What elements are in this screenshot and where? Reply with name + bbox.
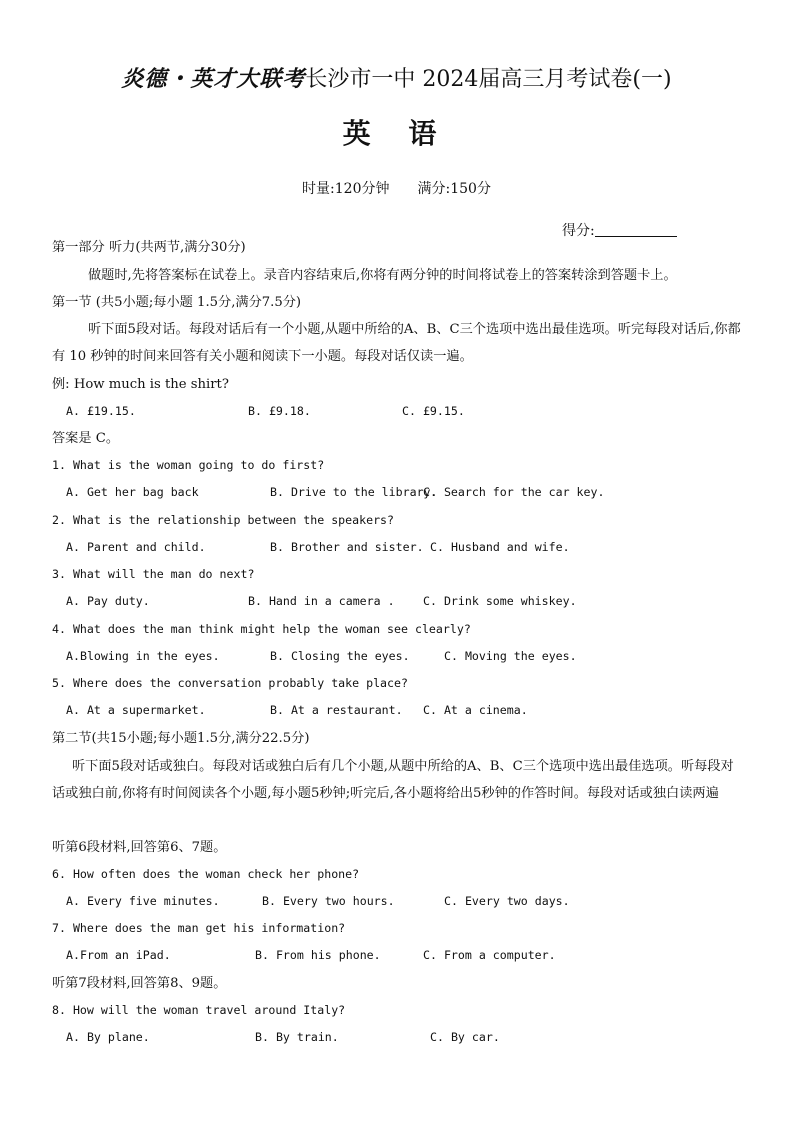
option-a: A. Every five minutes.: [66, 894, 220, 908]
question-2: 2. What is the relationship between the speakers?: [52, 513, 395, 527]
option-a: A.Blowing in the eyes.: [66, 649, 220, 663]
score-blank[interactable]: [595, 222, 677, 237]
subject-title: 英 语: [342, 117, 451, 150]
option-c: C. By car.: [430, 1030, 500, 1044]
option-b: B. Closing the eyes.: [270, 649, 410, 663]
full-score: 满分:150分: [417, 181, 491, 197]
question-5: 5. Where does the conversation probably take place?: [52, 676, 408, 690]
title-prefix: 炎德・英才大联考: [121, 66, 306, 92]
section1-heading: 第一节 (共5小题;每小题 1.5分,满分7.5分): [52, 295, 302, 310]
option-a: A. Parent and child.: [66, 540, 206, 554]
question-3: 3. What will the man do next?: [52, 567, 255, 581]
score-label: 得分:: [562, 223, 595, 239]
option-b: B. By train.: [255, 1030, 339, 1044]
time-limit: 时量:120分钟: [302, 181, 390, 197]
example-answer: 答案是 C。: [52, 431, 120, 446]
section2-instruction: 听下面5段对话或独白。每段对话或独白后有几个小题,从题中所给的A、B、C三个选项中选出最佳选项。听每段对话或独白前,你将有时间阅读各个小题,每小题5秒钟;听完后,各小题将给出5秒钟的作答时间。每段对话或独白读两遍: [52, 759, 734, 801]
question-4: 4. What does the man think might help the woman see clearly?: [52, 622, 471, 636]
option-b: B. From his phone.: [255, 948, 381, 962]
option-a: A. Pay duty.: [66, 594, 150, 608]
section2-heading: 第二节(共15小题;每小题1.5分,满分22.5分): [52, 731, 310, 746]
question-8: 8. How will the woman travel around Italy?: [52, 1003, 346, 1017]
part1-instruction: 做题时,先将答案标在试卷上。录音内容结束后,你将有两分钟的时间将试卷上的答案转涂到答题卡上。: [88, 268, 677, 283]
option-c: C. At a cinema.: [423, 703, 528, 717]
exam-title: [0, 62, 793, 93]
section1-instruction: 听下面5段对话。每段对话后有一个小题,从题中所给的A、B、C三个选项中选出最佳选项。听完每段对话后,你都有 10 秒钟的时间来回答有关小题和阅读下一小题。每段对话仅读一遍。: [52, 322, 741, 364]
part1-heading: 第一部分 听力(共两节,满分30分): [52, 240, 246, 255]
example-question: [52, 378, 229, 391]
score-field: [562, 220, 677, 240]
option-b: B. £9.18.: [248, 404, 311, 418]
option-a: A. £19.15.: [66, 404, 136, 418]
question-1: 1. What is the woman going to do first?: [52, 458, 325, 472]
title-main: 长沙市一中 2024届高三月考试卷(一): [305, 67, 672, 92]
option-c: C. Moving the eyes.: [444, 649, 577, 663]
material-6-note: 听第6段材料,回答第6、7题。: [52, 840, 227, 855]
question-6: 6. How often does the woman check her phone?: [52, 867, 360, 881]
question-7: 7. Where does the man get his information?: [52, 921, 346, 935]
option-c: C. Search for the car key.: [423, 485, 605, 499]
material-7-note: 听第7段材料,回答第8、9题。: [52, 976, 227, 991]
option-a: A.From an iPad.: [66, 948, 171, 962]
option-c: C. Drink some whiskey.: [423, 594, 577, 608]
option-a: A. Get her bag back: [66, 485, 199, 499]
time-info: [0, 178, 793, 198]
option-a: A. By plane.: [66, 1030, 150, 1044]
option-a: A. At a supermarket.: [66, 703, 206, 717]
option-c: C. Husband and wife.: [430, 540, 570, 554]
option-b: B. Drive to the library.: [270, 485, 438, 499]
option-b: B. Hand in a camera .: [248, 594, 395, 608]
option-c: C. £9.15.: [402, 404, 465, 418]
example-question-text: 例: How much is the shirt?: [52, 377, 229, 392]
option-b: B. Every two hours.: [262, 894, 395, 908]
option-b: B. At a restaurant.: [270, 703, 403, 717]
option-c: C. Every two days.: [444, 894, 570, 908]
option-b: B. Brother and sister.: [270, 540, 424, 554]
option-c: C. From a computer.: [423, 948, 556, 962]
